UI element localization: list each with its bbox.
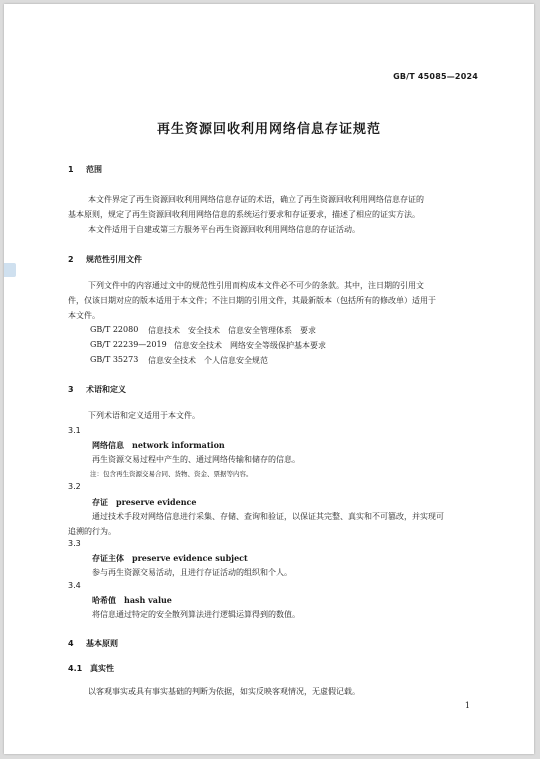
subsection-4-1-heading xyxy=(68,663,114,674)
reference-code: GB/T 22080 xyxy=(90,325,139,334)
term-en: preserve evidence subject xyxy=(132,553,248,563)
subsection-number: 4.1 xyxy=(68,664,83,673)
term-heading xyxy=(92,440,225,451)
term-definition: 参与再生资源交易活动，且进行存证活动的组织和个人。 xyxy=(92,568,292,577)
term-heading xyxy=(92,595,172,606)
term-note: 注：包含再生资源交易合同、货物、资金、票据等内容。 xyxy=(90,470,253,478)
section-4-heading xyxy=(68,638,118,649)
standard-code: GB/T 45085—2024 xyxy=(393,72,478,81)
section-3-heading xyxy=(68,384,126,395)
normative-reference xyxy=(90,340,326,350)
s2-para1-line2: 件，仅该日期对应的版本适用于本文件；不注日期的引用文件，其最新版本（包括所有的修改单）适用于 xyxy=(68,296,436,305)
term-heading xyxy=(92,497,196,508)
s1-para2: 本文件适用于自建或第三方服务平台再生资源回收利用网络信息的存证活动。 xyxy=(88,225,360,234)
section-title: 规范性引用文件 xyxy=(86,255,142,264)
term-number: 3.2 xyxy=(68,482,81,491)
reference-title: 信息安全技术 个人信息安全规范 xyxy=(148,356,268,365)
term-definition: 将信息通过特定的安全散列算法进行逻辑运算得到的数值。 xyxy=(92,610,300,619)
s2-para1-line3: 本文件。 xyxy=(68,311,100,320)
side-bookmark-tab[interactable] xyxy=(4,263,16,277)
term-zh: 存证主体 xyxy=(92,553,124,563)
s2-para1-line1: 下列文件中的内容通过文中的规范性引用而构成本文件必不可少的条款。其中，注日期的引用文 xyxy=(88,281,424,290)
s1-para1-line2: 基本原则，规定了再生资源回收利用网络信息的系统运行要求和存证要求，描述了相应的证实方法。 xyxy=(68,210,420,219)
term-en: preserve evidence xyxy=(116,497,197,507)
term-zh: 网络信息 xyxy=(92,440,124,450)
document-title: 再生资源回收利用网络信息存证规范 xyxy=(156,122,381,137)
term-definition-line1: 通过技术手段对网络信息进行采集、存储、查询和验证，以保证其完整、真实和不可篡改，并实现可 xyxy=(92,512,444,521)
section-title: 基本原则 xyxy=(86,639,118,648)
subsection-title: 真实性 xyxy=(90,664,114,673)
normative-reference xyxy=(90,325,316,335)
s4-1-text: 以客观事实或具有事实基础的判断为依据，如实反映客观情况，无虚假记载。 xyxy=(88,687,360,696)
reference-code: GB/T 35273 xyxy=(90,355,139,364)
term-number: 3.3 xyxy=(68,539,81,548)
section-number: 3 xyxy=(68,385,74,394)
term-en: network information xyxy=(132,440,225,450)
section-title: 范围 xyxy=(86,165,102,174)
reference-code: GB/T 22239—2019 xyxy=(90,340,167,349)
section-1-heading xyxy=(68,164,102,175)
normative-reference xyxy=(90,355,268,365)
term-definition-line2: 追溯的行为。 xyxy=(68,527,116,536)
term-zh: 哈希值 xyxy=(92,595,116,605)
s3-intro: 下列术语和定义适用于本文件。 xyxy=(88,411,200,420)
section-2-heading xyxy=(68,254,142,265)
document-page xyxy=(4,4,534,754)
term-definition: 再生资源交易过程中产生的、通过网络传输和储存的信息。 xyxy=(92,455,300,464)
term-number: 3.1 xyxy=(68,426,81,435)
s1-para1-line1: 本文件界定了再生资源回收利用网络信息存证的术语，确立了再生资源回收利用网络信息存证的 xyxy=(88,195,424,204)
term-en: hash value xyxy=(124,595,172,605)
section-number: 4 xyxy=(68,639,74,648)
page-number: 1 xyxy=(464,701,470,710)
reference-title: 信息安全技术 网络安全等级保护基本要求 xyxy=(174,341,326,350)
section-title: 术语和定义 xyxy=(86,385,126,394)
section-number: 1 xyxy=(68,165,74,174)
reference-title: 信息技术 安全技术 信息安全管理体系 要求 xyxy=(148,326,316,335)
section-number: 2 xyxy=(68,255,74,264)
term-zh: 存证 xyxy=(92,497,108,507)
term-heading xyxy=(92,553,248,564)
term-number: 3.4 xyxy=(68,581,81,590)
